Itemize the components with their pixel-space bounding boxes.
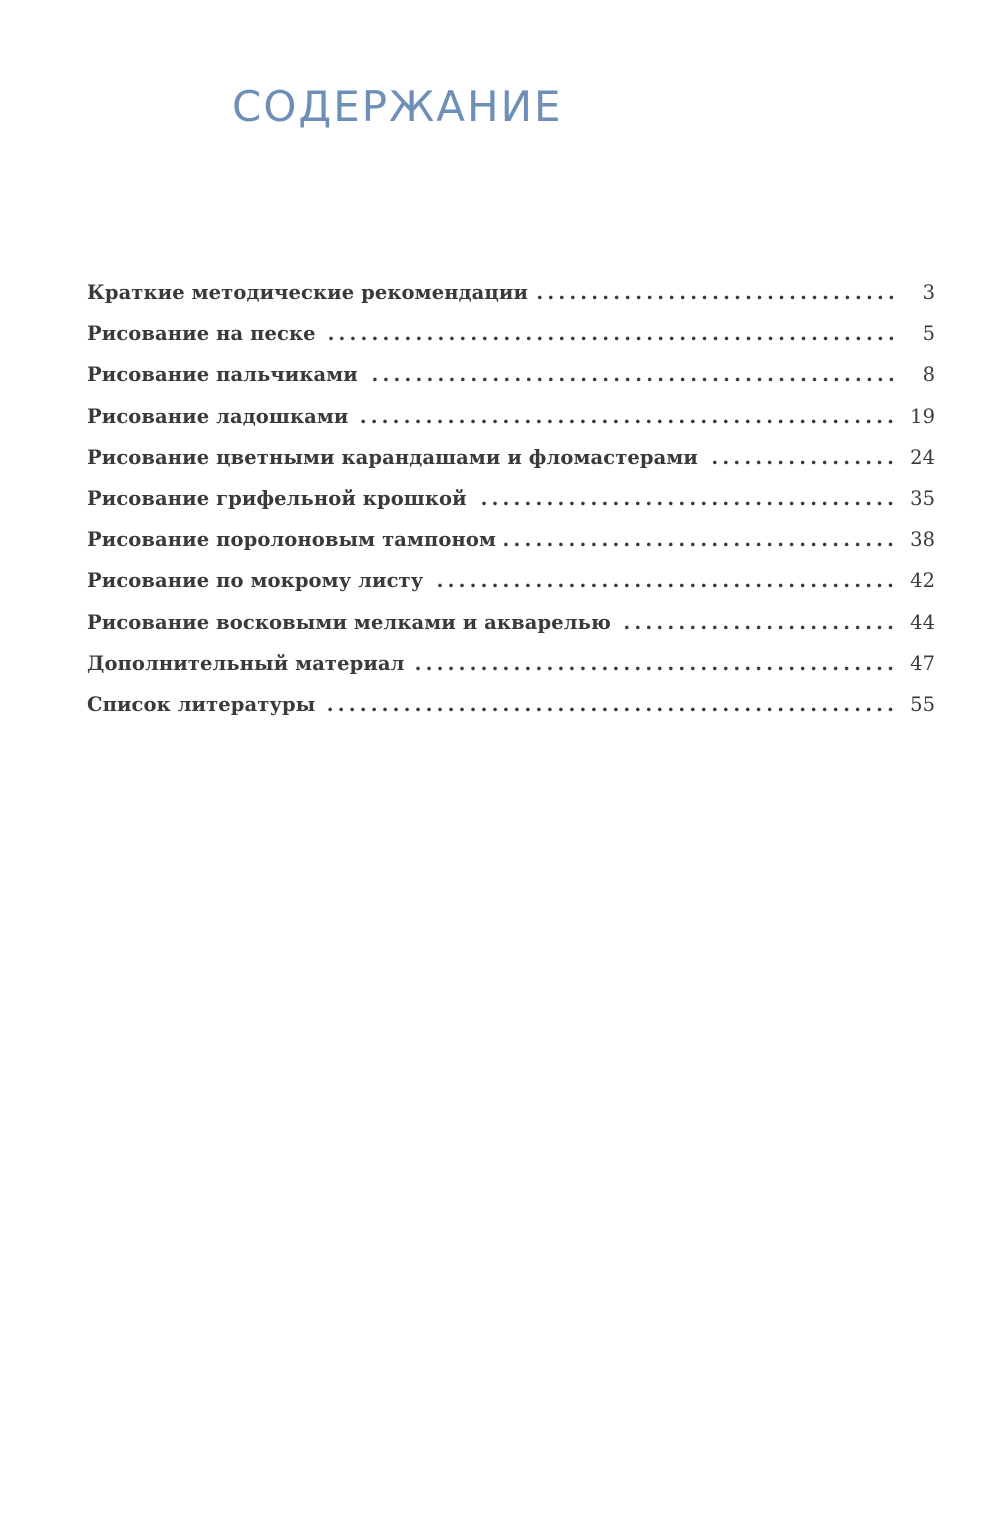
toc-entry-page-number: 55 <box>910 692 935 716</box>
table-of-contents <box>87 272 935 725</box>
toc-entry-title: Рисование на песке <box>87 322 316 346</box>
toc-entry-page-number: 38 <box>910 528 935 552</box>
toc-entry[interactable] <box>87 519 935 560</box>
toc-entry-page-number: 19 <box>910 404 935 428</box>
toc-entry-title: Рисование грифельной крошкой <box>87 486 467 510</box>
toc-entry-page-number: 35 <box>910 486 935 510</box>
dot-leader <box>323 684 898 725</box>
toc-entry-page-number: 24 <box>910 445 935 469</box>
toc-entry[interactable] <box>87 643 935 684</box>
toc-entry-title: Рисование восковыми мелками и акварелью <box>87 610 612 634</box>
toc-entry-title: Рисование пальчиками <box>87 363 358 387</box>
dot-leader <box>536 272 899 313</box>
toc-entry-page-number: 47 <box>910 651 935 675</box>
toc-entry[interactable] <box>87 560 935 601</box>
toc-entry[interactable] <box>87 272 935 313</box>
page-title: СОДЕРЖАНИЕ <box>232 82 563 131</box>
toc-entry-title: Рисование по мокрому листу <box>87 569 424 593</box>
dot-leader <box>324 313 899 354</box>
toc-entry[interactable] <box>87 602 935 643</box>
toc-entry-page-number: 42 <box>910 569 935 593</box>
dot-leader <box>431 560 898 601</box>
toc-entry-title: Дополнительный материал <box>87 651 405 675</box>
dot-leader <box>475 478 898 519</box>
toc-entry-page-number: 5 <box>922 322 935 346</box>
toc-entry[interactable] <box>87 437 935 478</box>
dot-leader <box>706 437 898 478</box>
toc-entry[interactable] <box>87 684 935 725</box>
dot-leader <box>366 354 899 395</box>
toc-entry-title: Краткие методические рекомендации <box>87 281 529 304</box>
toc-entry-page-number: 3 <box>922 281 935 304</box>
toc-entry[interactable] <box>87 354 935 395</box>
toc-entry-page-number: 8 <box>922 363 935 387</box>
dot-leader <box>619 602 898 643</box>
toc-entry[interactable] <box>87 313 935 354</box>
toc-entry[interactable] <box>87 478 935 519</box>
toc-entry-page-number: 44 <box>910 610 935 634</box>
dot-leader <box>413 643 899 684</box>
toc-entry[interactable] <box>87 396 935 437</box>
toc-entry-title: Список литературы <box>87 692 316 716</box>
toc-entry-title: Рисование ладошками <box>87 404 349 428</box>
toc-entry-title: Рисование цветными карандашами и фломастерами <box>87 445 698 469</box>
dot-leader <box>356 396 898 437</box>
dot-leader <box>504 519 898 560</box>
toc-entry-title: Рисование поролоновым тампоном <box>87 528 497 552</box>
